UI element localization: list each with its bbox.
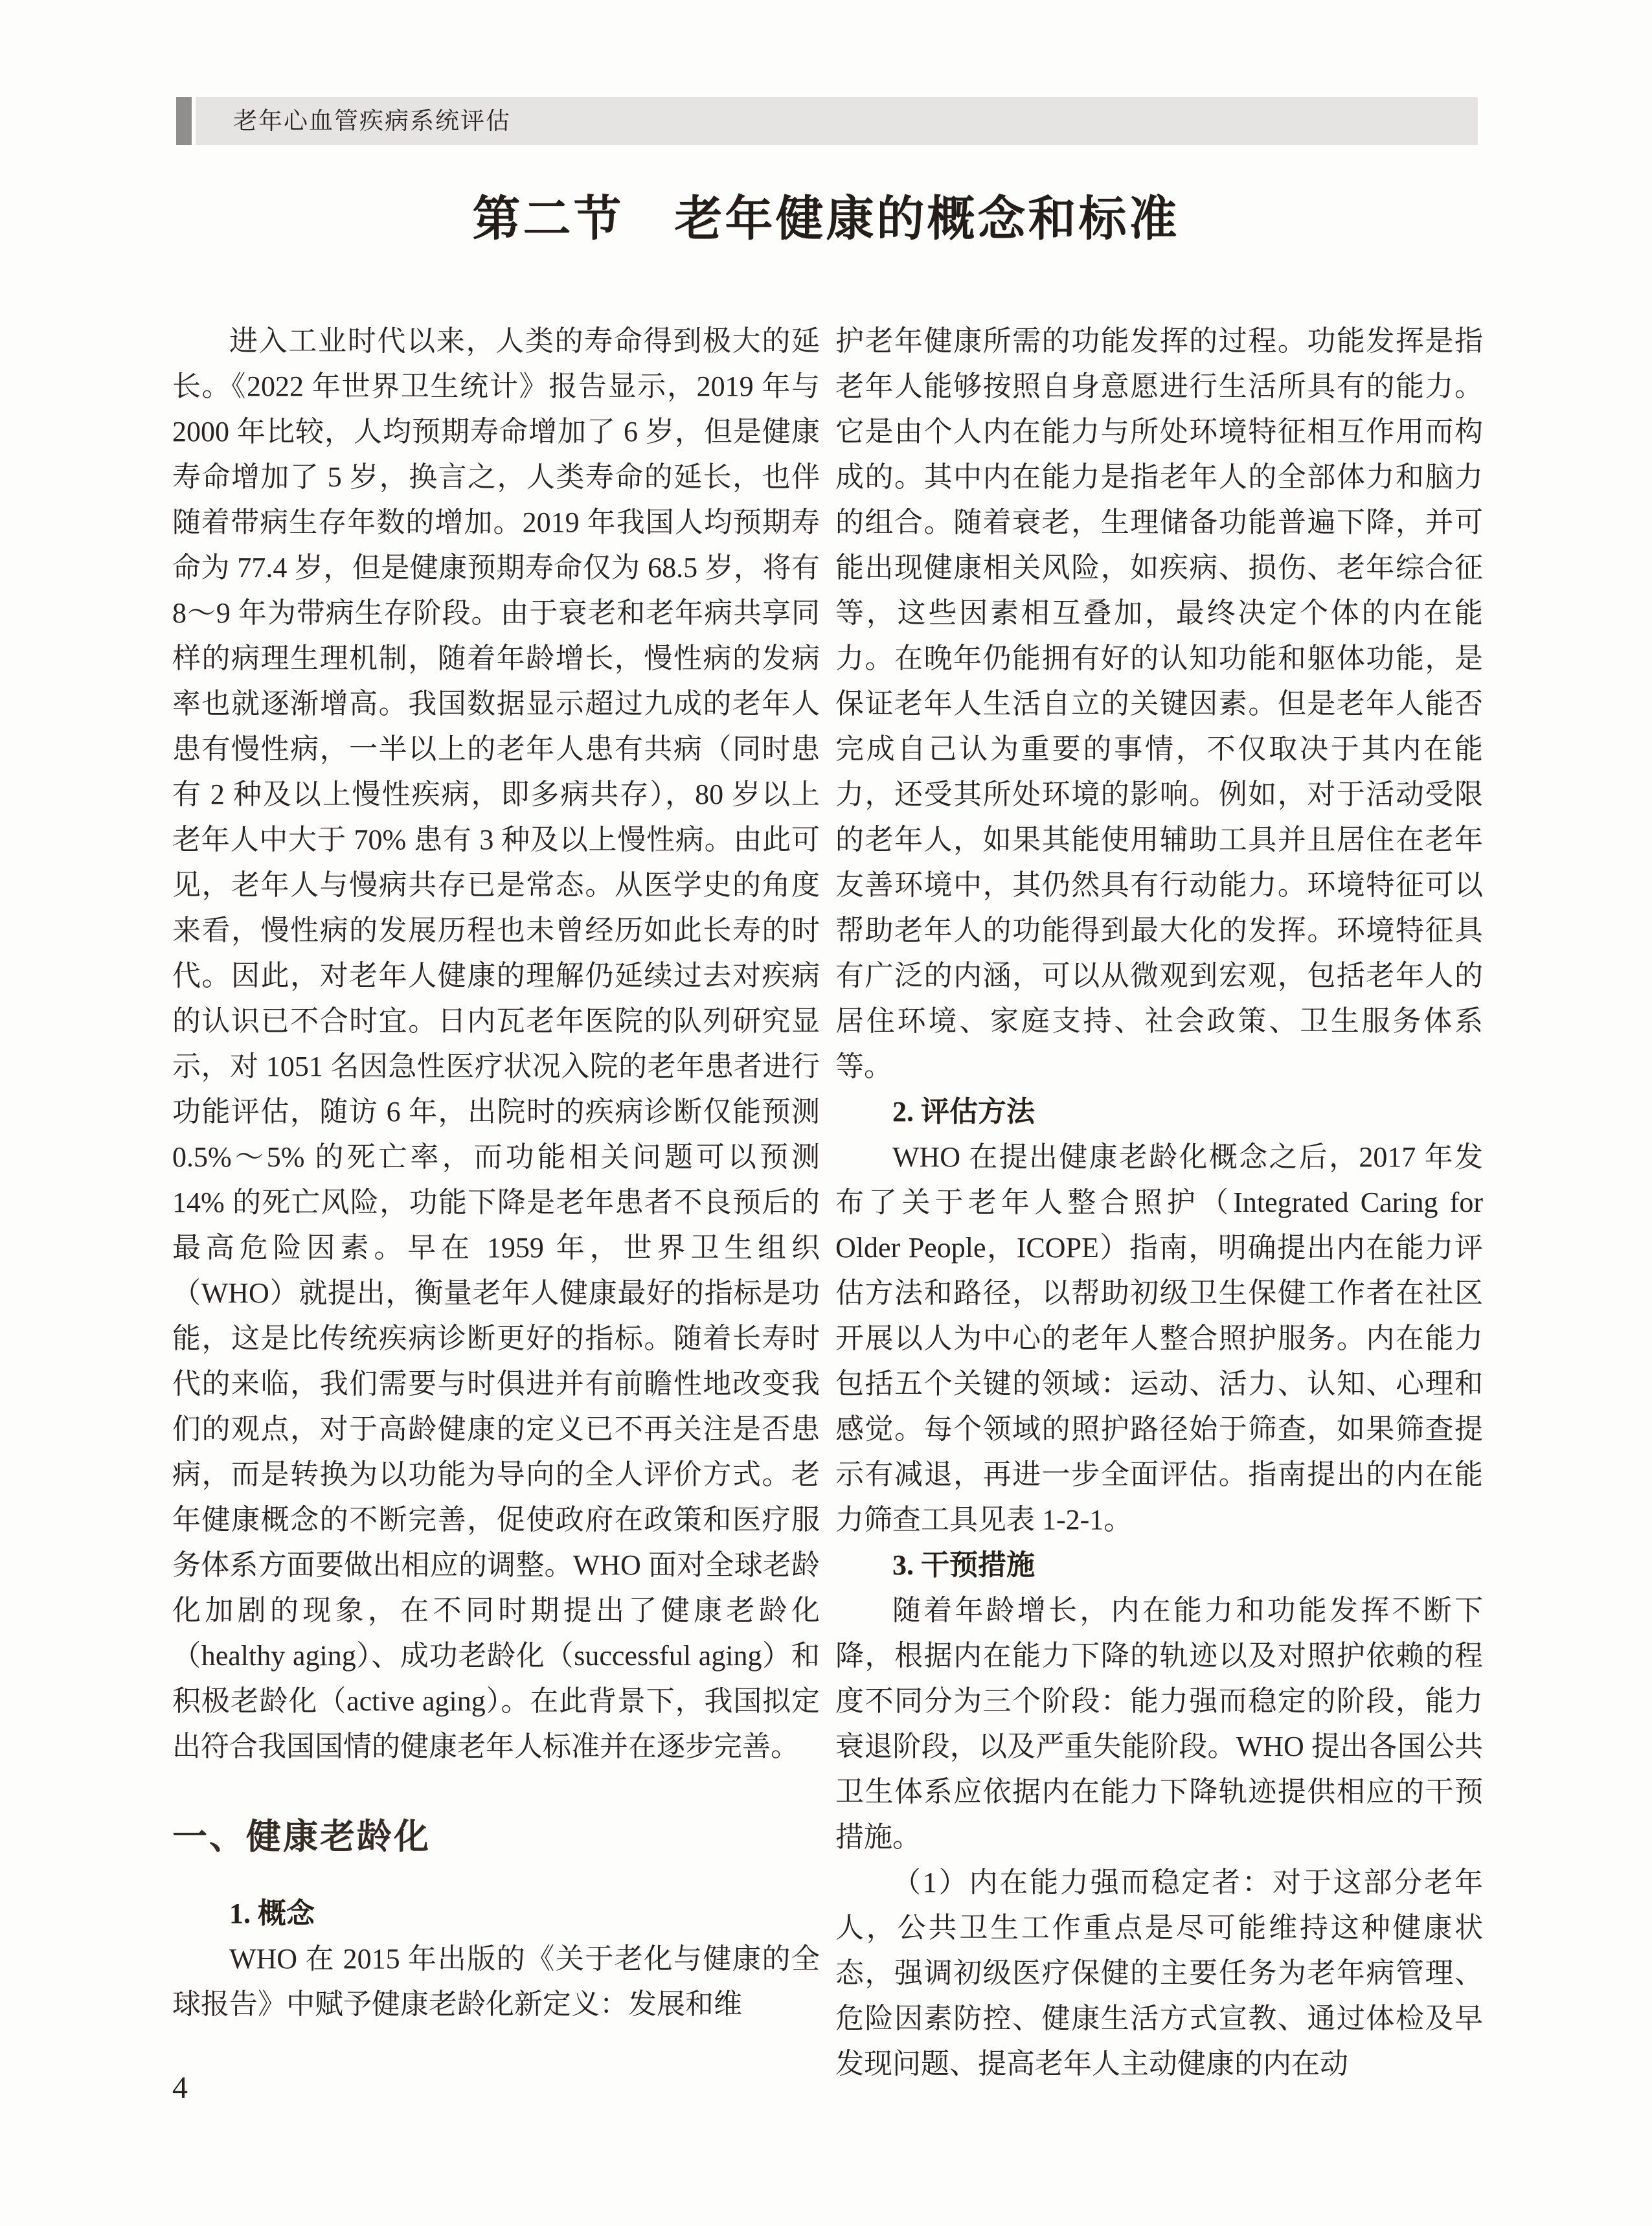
left-column — [172, 319, 820, 2027]
subheading-intervention: 3. 干预措施 — [892, 1549, 1035, 1581]
running-header-title: 老年心血管疾病系统评估 — [233, 108, 511, 134]
paragraph-concept-start: WHO 在 2015 年出版的《关于老化与健康的全球报告》中赋予健康老龄化新定义：发展和维 — [172, 1943, 820, 2020]
paragraph-assessment: WHO 在提出健康老龄化概念之后，2017 年发布了关于老年人整合照护（Integrated Caring for Older People，ICOPE）指南，明确提出内在能力评估方法和路径，以帮助初级卫生保健工作者在社区开展以人为中心的老年人整合照护服务。内在能力包括五个关键的领域：运动、活力、认知、心理和感觉。每个领域的照护路径始于筛查，如果筛查提示有减退，再进一步全面评估。指南提出的内在能力筛查工具见表 1-2-1。 — [835, 1141, 1483, 1536]
paragraph-stable-capacity: （1）内在能力强而稳定者：对于这部分老年人，公共卫生工作重点是尽可能维持这种健康状态，强调初级医疗保健的主要任务为老年病管理、危险因素防控、健康生活方式宣教、通过体检及早发现问题、提高老年人主动健康的内在动 — [835, 1867, 1483, 2080]
page-number: 4 — [172, 2071, 188, 2105]
running-header-band — [196, 97, 1478, 145]
subheading-assessment-method: 2. 评估方法 — [892, 1096, 1035, 1128]
header-accent-bar — [176, 97, 192, 145]
right-column — [835, 319, 1483, 2087]
paragraph-intervention: 随着年龄增长，内在能力和功能发挥不断下降，根据内在能力下降的轨迹以及对照护依赖的程度不同分为三个阶段：能力强而稳定的阶段，能力衰退阶段，以及严重失能阶段。WHO 提出各国公共卫生体系应依据内在能力下降轨迹提供相应的干预措施。 — [835, 1595, 1483, 1853]
subheading-concept: 1. 概念 — [229, 1898, 315, 1929]
paragraph-concept-continuation: 护老年健康所需的功能发挥的过程。功能发挥是指老年人能够按照自身意愿进行生活所具有的能力。它是由个人内在能力与所处环境特征相互作用而构成的。其中内在能力是指老年人的全部体力和脑力的组合。随着衰老，生理储备功能普遍下降，并可能出现健康相关风险，如疾病、损伤、老年综合征等，这些因素相互叠加，最终决定个体的内在能力。在晚年仍能拥有好的认知功能和躯体功能，是保证老年人生活自立的关键因素。但是老年人能否完成自己认为重要的事情，不仅取决于其内在能力，还受其所处环境的影响。例如，对于活动受限的老年人，如果其能使用辅助工具并且居住在老年友善环境中，其仍然具有行动能力。环境特征可以帮助老年人的功能得到最大化的发挥。环境特征具有广泛的内涵，可以从微观到宏观，包括老年人的居住环境、家庭支持、社会政策、卫生服务体系等。 — [835, 325, 1483, 1082]
section-title: 第二节 老年健康的概念和标准 — [472, 193, 1180, 246]
heading-healthy-aging: 一、健康老龄化 — [172, 1817, 431, 1856]
paragraph-intro: 进入工业时代以来，人类的寿命得到极大的延长。《2022 年世界卫生统计》报告显示，2019 年与 2000 年比较，人均预期寿命增加了 6 岁，但是健康寿命增加了 5 岁，换言之，人类寿命的延长，也伴随着带病生存年数的增加。2019 年我国人均预期寿命为 77.4 岁，但是健康预期寿命仅为 68.5 岁，将有 8～9 年为带病生存阶段。由于衰老和老年病共享同样的病理生理机制，随着年龄增长，慢性病的发病率也就逐渐增高。我国数据显示超过九成的老年人患有慢性病，一半以上的老年人患有共病（同时患有 2 种及以上慢性疾病，即多病共存），80 岁以上老年人中大于 70% 患有 3 种及以上慢性病。由此可见，老年人与慢病共存已是常态。从医学史的角度来看，慢性病的发展历程也未曾经历如此长寿的时代。因此，对老年人健康的理解仍延续过去对疾病的认识已不合时宜。日内瓦老年医院的队列研究显示，对 1051 名因急性医疗状况入院的老年患者进行功能评估，随访 6 年，出院时的疾病诊断仅能预测 0.5%～5% 的死亡率，而功能相关问题可以预测 14% 的死亡风险，功能下降是老年患者不良预后的最高危险因素。早在 1959 年，世界卫生组织（WHO）就提出，衡量老年人健康最好的指标是功能，这是比传统疾病诊断更好的指标。随着长寿时代的来临，我们需要与时俱进并有前瞻性地改变我们的观点，对于高龄健康的定义已不再关注是否患病，而是转换为以功能为导向的全人评价方式。老年健康概念的不断完善，促使政府在政策和医疗服务体系方面要做出相应的调整。WHO 面对全球老龄化加剧的现象，在不同时期提出了健康老龄化（healthy aging）、成功老龄化（successful aging）和积极老龄化（active aging）。在此背景下，我国拟定出符合我国国情的健康老年人标准并在逐步完善。 — [172, 325, 820, 1762]
